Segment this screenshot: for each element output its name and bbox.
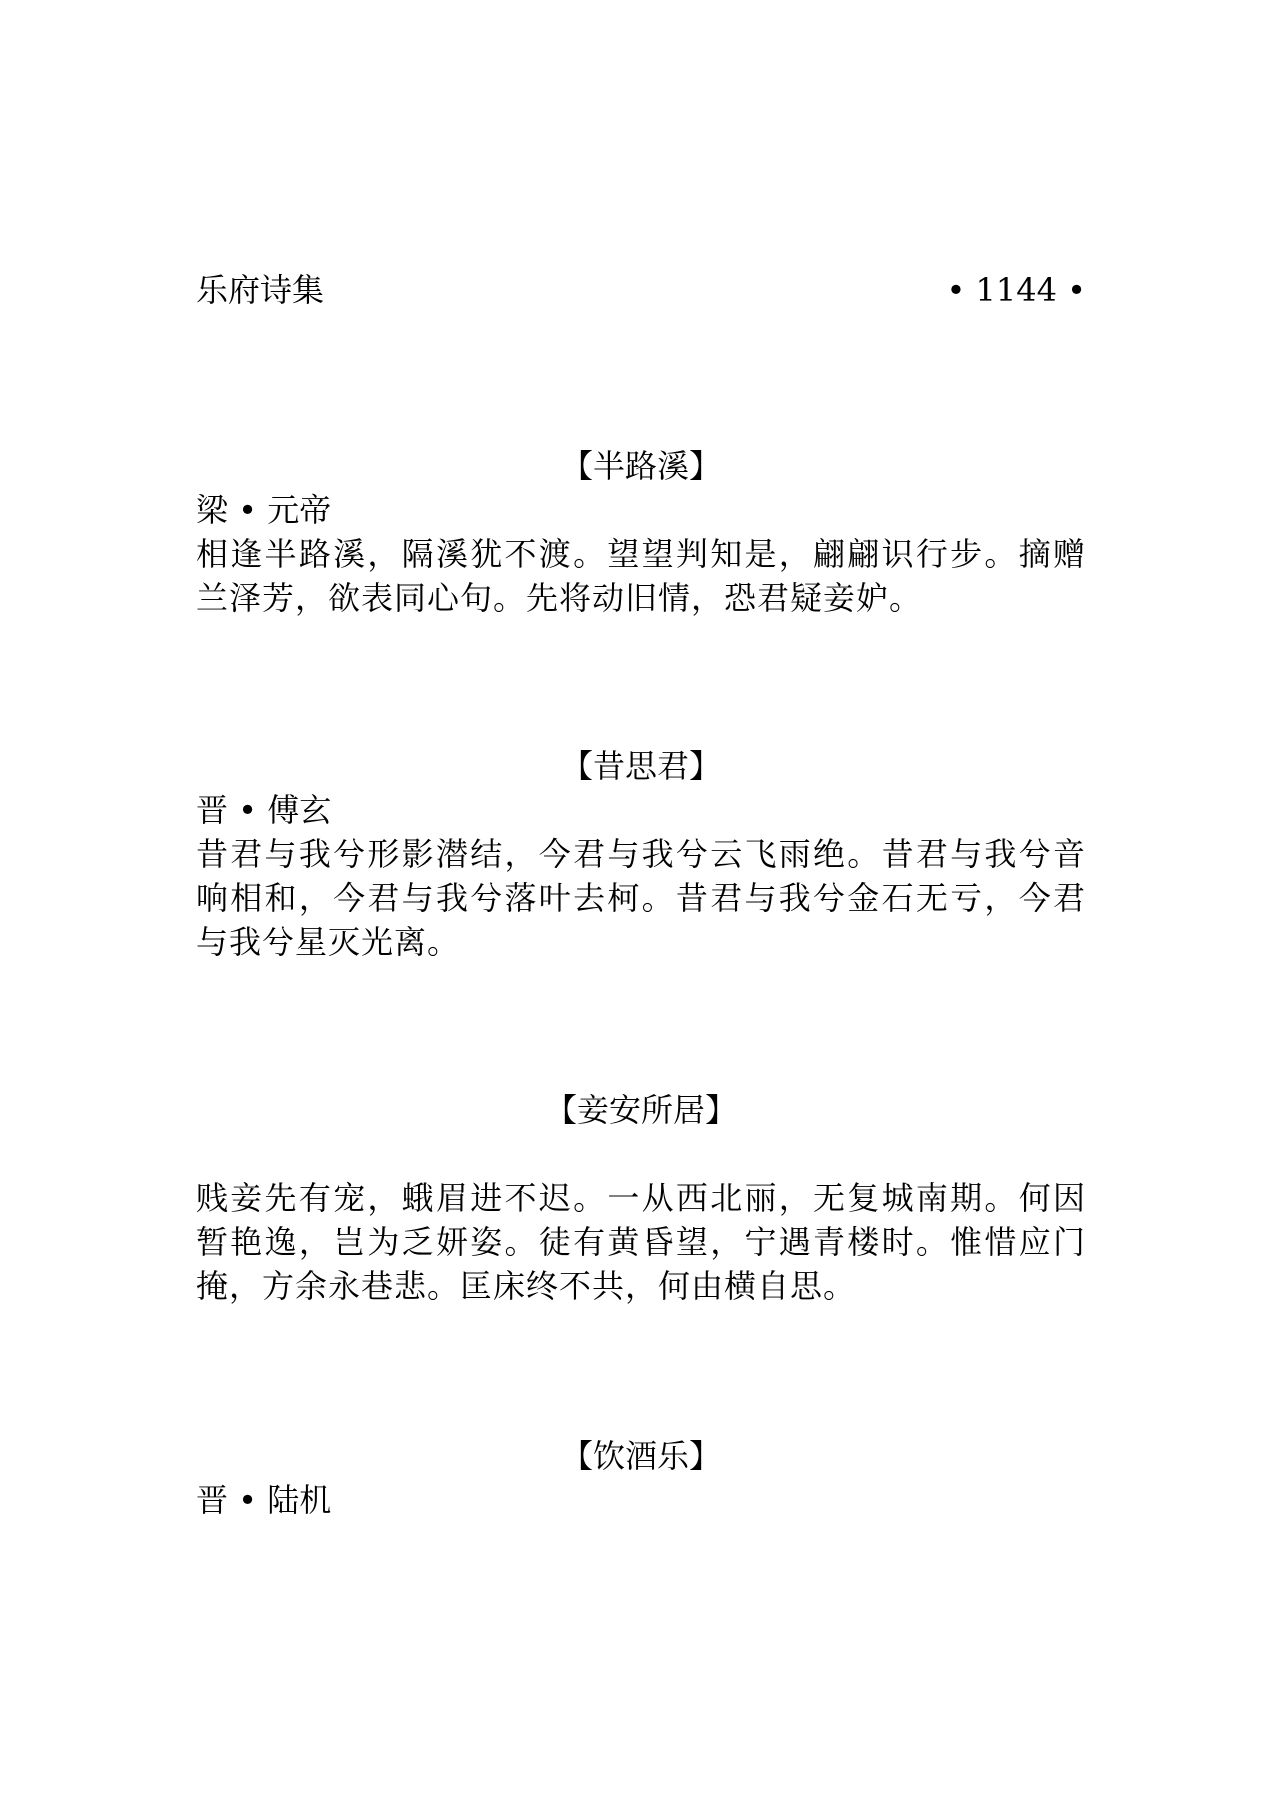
- section-title: 【妾安所居】: [544, 1091, 737, 1129]
- poem-section: [196, 744, 1086, 964]
- poem-section: [196, 444, 1086, 620]
- poem-section: [196, 1434, 1086, 1522]
- poem-section: [196, 1088, 1086, 1308]
- poem-text: 相逢半路溪，隔溪犹不渡。望望判知是，翩翩识行步。摘赠兰泽芳，欲表同心句。先将动旧情，恐君疑妾妒。: [196, 535, 1086, 617]
- section-title: 【昔思君】: [560, 747, 721, 785]
- page-number: • 1144 •: [946, 271, 1086, 309]
- author: 晋 • 傅玄: [196, 791, 332, 829]
- author: 梁 • 元帝: [196, 491, 332, 529]
- author: 晋 • 陆机: [196, 1481, 332, 1519]
- poem-text: 昔君与我兮形影潜结，今君与我兮云飞雨绝。昔君与我兮音响相和，今君与我兮落叶去柯。昔君与我兮金石无亏，今君与我兮星灭光离。: [196, 835, 1086, 961]
- section-title: 【饮酒乐】: [560, 1437, 721, 1475]
- book-title: 乐府诗集: [196, 271, 325, 309]
- page-header: [196, 268, 1086, 312]
- section-title: 【半路溪】: [560, 447, 721, 485]
- poem-text: 贱妾先有宠，蛾眉进不迟。一从西北丽，无复城南期。何因暂艳逸，岂为乏妍姿。徒有黄昏望，宁遇青楼时。惟惜应门掩，方余永巷悲。匡床终不共，何由横自思。: [196, 1179, 1086, 1305]
